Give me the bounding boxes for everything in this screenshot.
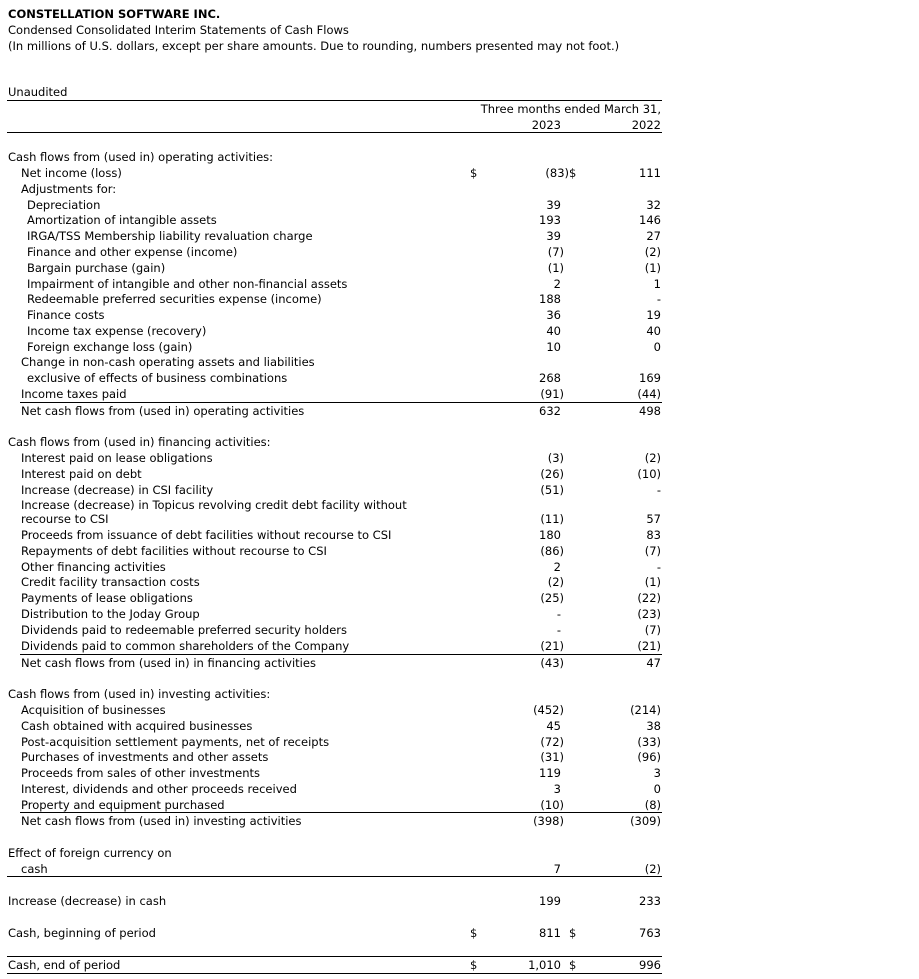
row-label: Amortization of intangible assets <box>27 213 217 228</box>
value-2023: (21) <box>540 638 564 653</box>
value-2022: - <box>656 292 661 307</box>
table-row <box>0 527 919 543</box>
row-label: Dividends paid to redeemable preferred security holders <box>21 622 348 637</box>
table-row <box>0 734 919 750</box>
value-2023: 199 <box>539 894 561 908</box>
total-row <box>0 655 919 671</box>
value-2023: (25) <box>540 591 564 606</box>
value-2022: 763 <box>639 926 661 940</box>
table-row <box>0 291 919 307</box>
table-row <box>0 466 919 482</box>
table-row <box>0 574 919 590</box>
value-2022: (2) <box>644 862 661 876</box>
value-2023: (91) <box>540 387 564 401</box>
value-2023: (86) <box>540 543 564 558</box>
value-2023: 45 <box>546 718 561 733</box>
section-title-investing: Cash flows from (used in) investing activities: <box>8 687 271 701</box>
row-label: Redeemable preferred securities expense (income) <box>27 292 322 307</box>
value-2022: (21) <box>637 638 661 653</box>
row-label: Increase (decrease) in Topicus revolving credit debt facility without <box>21 498 407 512</box>
value-2023: (11) <box>540 512 564 526</box>
value-2023: (83) <box>545 166 569 180</box>
total-row <box>0 813 919 829</box>
table-row <box>0 386 919 402</box>
row-label: Interest paid on debt <box>21 466 142 481</box>
value-2022: 233 <box>639 894 661 908</box>
table-row <box>0 606 919 622</box>
divider <box>7 132 662 133</box>
change-label: Change in non-cash operating assets and liabilities <box>21 355 315 369</box>
value-2023: (72) <box>540 734 564 749</box>
table-row <box>0 165 919 181</box>
row-label: Post-acquisition settlement payments, net of receipts <box>21 734 330 749</box>
table-row <box>0 861 919 877</box>
row-label: Foreign exchange loss (gain) <box>27 339 193 354</box>
row-label: Income tax expense (recovery) <box>27 323 207 338</box>
table-row <box>0 893 919 909</box>
value-2022: 19 <box>646 308 661 323</box>
column-header-2022: 2022 <box>631 118 661 132</box>
value-2023: (3) <box>547 451 564 465</box>
value-2023: (398) <box>533 814 564 828</box>
value-2023: 632 <box>539 404 561 418</box>
table-row <box>0 511 919 527</box>
value-2022: (33) <box>637 734 661 749</box>
row-label: Purchases of investments and other assets <box>21 750 269 765</box>
value-2022: 38 <box>646 718 661 733</box>
row-label: Net cash flows from (used in) in financing activities <box>21 656 316 670</box>
table-row <box>0 702 919 718</box>
value-2022: (1) <box>644 575 661 590</box>
value-2022: (7) <box>644 543 661 558</box>
table-row <box>0 543 919 559</box>
row-label: Depreciation <box>27 197 101 212</box>
table-row <box>0 718 919 734</box>
table-row <box>0 197 919 213</box>
total-row <box>0 403 919 419</box>
row-label: Proceeds from issuance of debt facilities without recourse to CSI <box>21 528 392 542</box>
table-row <box>0 622 919 638</box>
value-2022: 0 <box>653 782 661 796</box>
currency-symbol: $ <box>470 166 478 180</box>
value-2022: (44) <box>637 387 661 401</box>
value-2022: - <box>656 559 661 574</box>
value-2023: 40 <box>546 323 561 338</box>
value-2023: - <box>556 607 561 621</box>
value-2023: (43) <box>540 656 564 670</box>
value-2023: 3 <box>553 782 561 796</box>
row-label: Cash, end of period <box>8 958 121 972</box>
table-row <box>0 212 919 228</box>
fx-label: Effect of foreign currency on <box>8 846 172 860</box>
value-2022: 111 <box>639 166 661 180</box>
table-row <box>0 228 919 244</box>
value-2023: (10) <box>540 797 564 812</box>
value-2023: 811 <box>539 926 561 940</box>
value-2022: (309) <box>630 814 661 828</box>
row-label: Interest paid on lease obligations <box>21 451 213 465</box>
value-2023: 2 <box>553 276 561 291</box>
row-label: Finance and other expense (income) <box>27 244 238 259</box>
table-row <box>0 749 919 765</box>
currency-symbol: $ <box>470 958 478 972</box>
row-label: Dividends paid to common shareholders of the Company <box>21 638 350 653</box>
row-label: Distribution to the Joday Group <box>21 607 200 621</box>
adjustments-label: Adjustments for: <box>21 182 117 196</box>
value-2023: (7) <box>547 244 564 259</box>
value-2022: (10) <box>637 466 661 481</box>
company-name: CONSTELLATION SOFTWARE INC. <box>8 7 221 21</box>
row-label: Other financing activities <box>21 559 166 574</box>
table-row <box>0 323 919 339</box>
value-2022: 47 <box>646 656 661 670</box>
value-2022: (22) <box>637 591 661 606</box>
table-row <box>0 559 919 575</box>
value-2022: 83 <box>646 528 661 542</box>
value-2023: (452) <box>533 703 564 717</box>
value-2023: 39 <box>546 197 561 212</box>
row-label: Impairment of intangible and other non-financial assets <box>27 276 348 291</box>
value-2022: 27 <box>646 229 661 244</box>
table-row <box>0 638 919 654</box>
row-label: Property and equipment purchased <box>21 797 225 812</box>
row-label: IRGA/TSS Membership liability revaluation charge <box>27 229 313 244</box>
value-2022: 498 <box>639 404 661 418</box>
value-2023: (1) <box>547 260 564 275</box>
table-row <box>0 925 919 941</box>
value-2023: 188 <box>539 292 561 307</box>
currency-symbol: $ <box>470 926 478 940</box>
value-2023: 193 <box>539 213 561 228</box>
table-row <box>0 450 919 466</box>
table-row <box>0 339 919 355</box>
row-label: Increase (decrease) in CSI facility <box>21 482 214 497</box>
row-label: Proceeds from sales of other investments <box>21 766 261 781</box>
row-label: Income taxes paid <box>21 387 127 401</box>
unaudited-label: Unaudited <box>8 85 68 99</box>
row-label: cash <box>21 862 48 876</box>
value-2022: (8) <box>644 797 661 812</box>
divider <box>7 973 662 974</box>
row-label: Payments of lease obligations <box>21 591 193 606</box>
value-2023: (31) <box>540 750 564 765</box>
value-2023: 2 <box>553 559 561 574</box>
value-2023: 1,010 <box>528 958 561 972</box>
row-label: Net cash flows from (used in) operating activities <box>21 404 305 418</box>
row-label: recourse to CSI <box>21 512 109 526</box>
value-2023: 36 <box>546 308 561 323</box>
row-label: Credit facility transaction costs <box>21 575 200 590</box>
value-2022: 40 <box>646 323 661 338</box>
value-2022: 3 <box>653 766 661 781</box>
row-label: exclusive of effects of business combinations <box>27 371 288 385</box>
value-2023: - <box>556 622 561 637</box>
row-label: Acquisition of businesses <box>21 703 166 717</box>
table-row <box>0 260 919 276</box>
value-2023: 119 <box>539 766 561 781</box>
row-label: Net income (loss) <box>21 166 122 180</box>
value-2022: 57 <box>646 512 661 526</box>
row-label: Cash, beginning of period <box>8 926 156 940</box>
row-label: Bargain purchase (gain) <box>27 260 166 275</box>
row-label: Interest, dividends and other proceeds received <box>21 782 297 796</box>
row-label: Net cash flows from (used in) investing activities <box>21 814 302 828</box>
table-row <box>0 765 919 781</box>
divider <box>7 876 662 877</box>
value-2022: (23) <box>637 607 661 621</box>
value-2022: 1 <box>653 276 661 291</box>
value-2022: (214) <box>630 703 661 717</box>
value-2022: 146 <box>639 213 661 228</box>
value-2022: (2) <box>644 244 661 259</box>
value-2022: 169 <box>639 371 661 385</box>
value-2023: 39 <box>546 229 561 244</box>
currency-symbol: $ <box>569 166 577 180</box>
value-2022: (96) <box>637 750 661 765</box>
value-2022: (1) <box>644 260 661 275</box>
value-2022: (2) <box>644 451 661 465</box>
currency-symbol: $ <box>569 958 577 972</box>
table-row <box>0 797 919 813</box>
row-label: Finance costs <box>27 308 105 323</box>
row-label: Repayments of debt facilities without recourse to CSI <box>21 543 327 558</box>
value-2022: 32 <box>646 197 661 212</box>
column-header-2023: 2023 <box>531 118 561 132</box>
section-title-financing: Cash flows from (used in) financing activities: <box>8 435 271 449</box>
section-title-operating: Cash flows from (used in) operating activities: <box>8 150 274 164</box>
value-2023: 180 <box>539 528 561 542</box>
table-row <box>0 307 919 323</box>
value-2023: (51) <box>540 482 564 497</box>
value-2022: - <box>656 482 661 497</box>
table-row <box>0 244 919 260</box>
value-2022: 0 <box>653 339 661 354</box>
value-2023: 10 <box>546 339 561 354</box>
row-label: Increase (decrease) in cash <box>8 894 167 908</box>
currency-symbol: $ <box>569 926 577 940</box>
total-row <box>0 957 919 973</box>
table-row <box>0 482 919 498</box>
value-2023: 7 <box>553 862 561 876</box>
statement-note: (In millions of U.S. dollars, except per share amounts. Due to rounding, numbers presented may not foot.) <box>8 39 620 53</box>
table-row <box>0 370 919 386</box>
value-2022: (7) <box>644 622 661 637</box>
value-2022: 996 <box>639 958 661 972</box>
period-label: Three months ended March 31, <box>480 102 661 116</box>
value-2023: (26) <box>540 466 564 481</box>
table-row <box>0 781 919 797</box>
table-row <box>0 590 919 606</box>
value-2023: 268 <box>539 371 561 385</box>
row-label: Cash obtained with acquired businesses <box>21 718 253 733</box>
value-2023: (2) <box>547 575 564 590</box>
statement-title: Condensed Consolidated Interim Statements of Cash Flows <box>8 23 349 37</box>
table-row <box>0 276 919 292</box>
